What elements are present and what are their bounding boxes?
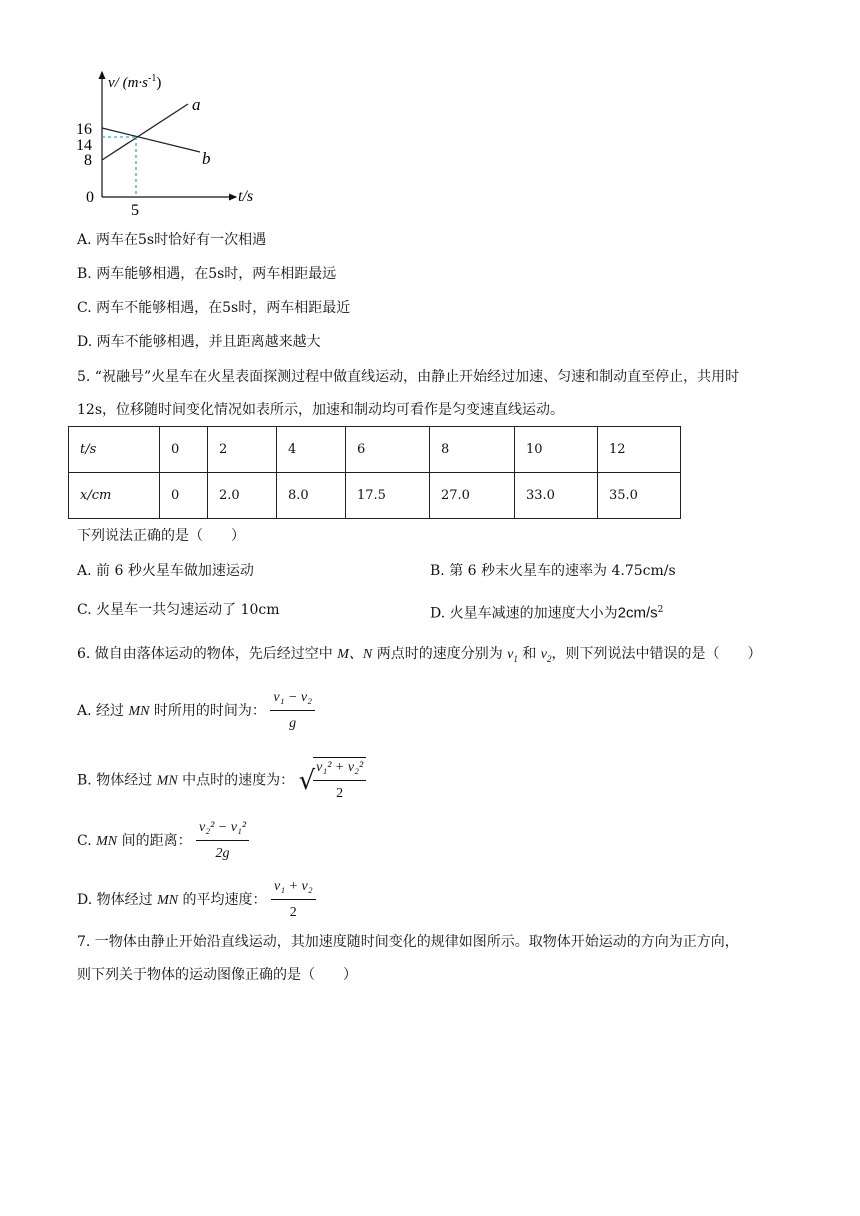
- q6-stem: 6. 做自由落体运动的物体，先后经过空中 M、N 两点时的速度分别为 $v_1$ 和 $v_2$，则下列说法中错误的是（ ）: [77, 646, 762, 664]
- table-cell: 2: [208, 427, 277, 473]
- table-cell: x/cm: [69, 473, 160, 519]
- table-cell: 33.0: [515, 473, 598, 519]
- origin-label: 0: [86, 189, 94, 206]
- q7-stem-line2: 则下列关于物体的运动图像正确的是（ ）: [77, 967, 357, 983]
- y-tick-14: 14: [76, 137, 92, 154]
- table-cell: 8: [430, 427, 515, 473]
- q5-option-d: D. 火星车减速的加速度大小为$2cm/s^2$: [430, 604, 664, 622]
- q7-stem-line1: 7. 一物体由静止开始沿直线运动，其加速度随时间变化的规律如图所示。取物体开始运动的方向为正方向，: [77, 934, 739, 950]
- line-b-label: b: [202, 149, 211, 168]
- line-a: [102, 104, 188, 160]
- q5-stem-line1: 5. “祝融号”火星车在火星表面探测过程中做直线运动，由静止开始经过加速、匀速和制动直至停止，共用时: [77, 369, 740, 385]
- x-axis-label: t/s: [238, 188, 254, 205]
- fraction: $\frac{\text{v₁ − v₂}}{g}$: [270, 688, 315, 734]
- table-row: [69, 427, 681, 473]
- table-cell: 0: [160, 427, 208, 473]
- table-cell: 10: [515, 427, 598, 473]
- q6-option-c: C. MN 间的距离： $\frac{\text{v₂² − v₁²}}{2g}$: [77, 818, 249, 864]
- table-cell: t/s: [69, 427, 160, 473]
- square-root-sign: √: [298, 765, 316, 796]
- q6-option-a: A. 经过 MN 时所用的时间为： $\frac{\text{v₁ − v₂}}{g}$: [77, 688, 315, 734]
- q5-option-a: A. 前 6 秒火星车做加速运动: [77, 563, 254, 579]
- y-tick-16: 16: [76, 121, 92, 138]
- q5-prompt: 下列说法正确的是（ ）: [77, 528, 245, 544]
- q4-option-b: B. 两车能够相遇，在5s时，两车相距最远: [77, 266, 337, 282]
- fraction: $\frac{\text{v₂² − v₁²}}{2g}$: [196, 818, 249, 864]
- x-tick-5: 5: [131, 202, 139, 219]
- q4-option-d: D. 两车不能够相遇，并且距离越来越大: [77, 334, 321, 350]
- q5-option-c: C. 火星车一共匀速运动了 10cm: [77, 602, 280, 618]
- line-a-label: a: [192, 95, 201, 114]
- q4-option-c: C. 两车不能够相遇，在5s时，两车相距最近: [77, 300, 351, 316]
- y-tick-8: 8: [84, 152, 92, 169]
- table-cell: 6: [346, 427, 430, 473]
- table-cell: 4: [277, 427, 346, 473]
- table-cell: 2.0: [208, 473, 277, 519]
- q4-option-a: A. 两车在5s时恰好有一次相遇: [77, 232, 267, 248]
- table-cell: 35.0: [598, 473, 681, 519]
- table-cell: 27.0: [430, 473, 515, 519]
- q6-option-d: D. 物体经过 MN 的平均速度： $\frac{\text{v₁ + v₂}}{2}$: [77, 877, 316, 923]
- q5-data-table: [68, 426, 681, 519]
- fraction: $\frac{\text{v₁ + v₂}}{2}$: [271, 877, 316, 923]
- table-row: [69, 473, 681, 519]
- fraction: $\frac{\text{v₁² + v₂²}}{2}$: [313, 757, 366, 804]
- line-b: [102, 128, 200, 152]
- table-cell: 12: [598, 427, 681, 473]
- y-axis-label: v/ $(m\cdot s^{-1})$: [108, 73, 162, 91]
- q5-stem-line2: 12s，位移随时间变化情况如表所示，加速和制动均可看作是匀变速直线运动。: [77, 402, 564, 418]
- table-cell: 17.5: [346, 473, 430, 519]
- q5-option-b: B. 第 6 秒末火星车的速率为 4.75cm/s: [430, 563, 676, 579]
- velocity-time-graph: [70, 62, 270, 222]
- table-cell: 0: [160, 473, 208, 519]
- q6-option-b: B. 物体经过 MN 中点时的速度为： √ $\frac{\text{v₁² + v₂²}}{2}$: [77, 757, 366, 804]
- table-cell: 8.0: [277, 473, 346, 519]
